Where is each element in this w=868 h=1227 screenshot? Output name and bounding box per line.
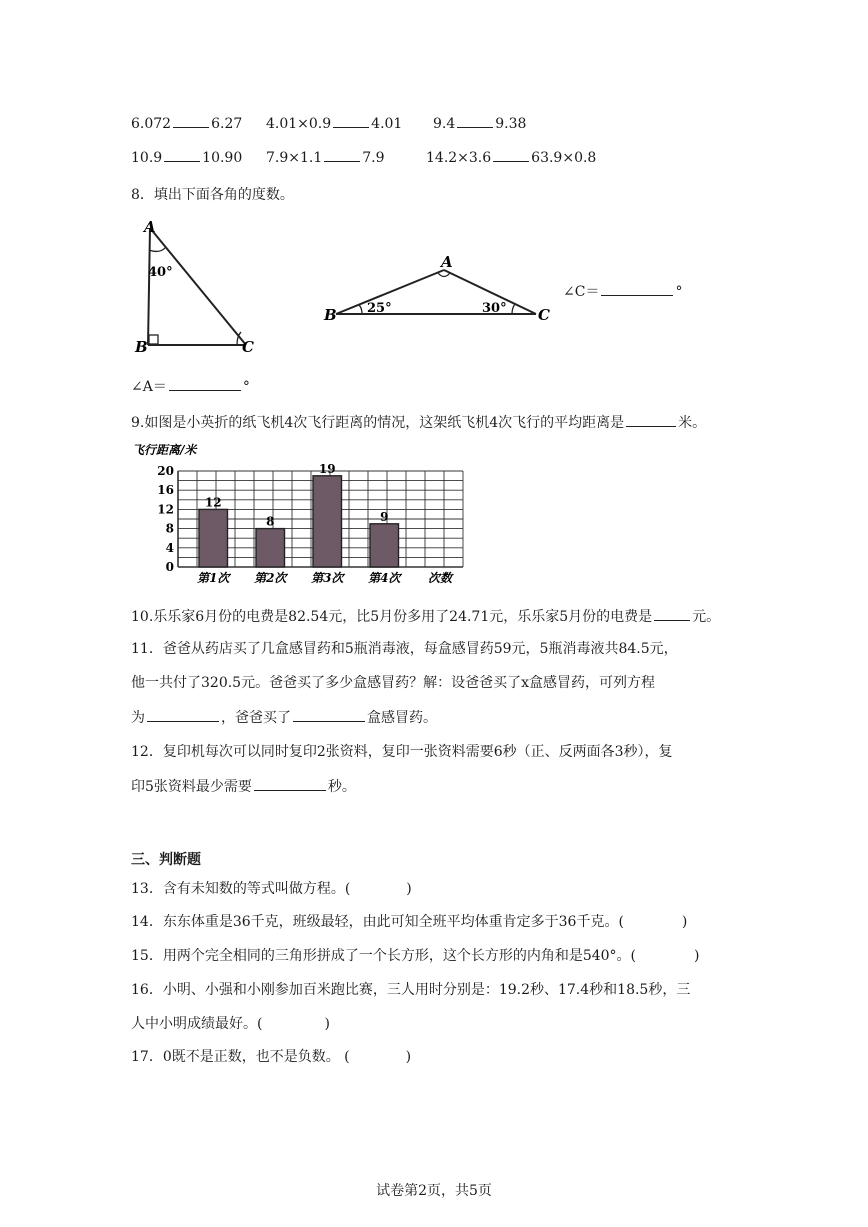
compare-item bbox=[426, 150, 596, 166]
question-8: 8．填出下面各角的度数。 bbox=[131, 187, 294, 203]
bar bbox=[370, 524, 399, 567]
answer-angle-c bbox=[563, 281, 682, 301]
answer-blank[interactable] bbox=[169, 389, 241, 391]
bar bbox=[256, 529, 285, 567]
answer-angle-a bbox=[131, 376, 250, 396]
question-16-line-2 bbox=[131, 1013, 330, 1033]
compare-item bbox=[131, 116, 242, 132]
bar bbox=[313, 476, 342, 567]
answer-blank[interactable] bbox=[254, 789, 326, 791]
compare-right: 7.9 bbox=[362, 150, 385, 166]
x-axis-label: 次数 bbox=[428, 571, 453, 585]
triangle-figure-2 bbox=[322, 250, 562, 330]
question-9 bbox=[131, 412, 706, 432]
vertex-label-a: A bbox=[144, 218, 156, 236]
triangle-figure-1 bbox=[130, 218, 270, 358]
chart-bars bbox=[199, 476, 399, 567]
question-text: 14．东东体重是36千克，班级最轻，由此可知全班平均体重肯定多于36千克。( bbox=[131, 914, 624, 930]
answer-blank[interactable] bbox=[493, 160, 529, 162]
compare-right: 9.38 bbox=[495, 116, 527, 132]
compare-item bbox=[433, 116, 526, 132]
question-text: 为 bbox=[131, 710, 145, 726]
x-tick-label: 第2次 bbox=[254, 571, 287, 585]
compare-right: 4.01 bbox=[371, 116, 403, 132]
question-text: 9.如图是小英折的纸飞机4次飞行距离的情况，这架纸飞机4次飞行的平均距离是 bbox=[131, 415, 625, 431]
y-tick-label: 20 bbox=[157, 464, 174, 478]
y-tick-label: 12 bbox=[157, 502, 174, 517]
section-heading: 三、判断题 bbox=[131, 852, 201, 868]
answer-blank[interactable] bbox=[147, 720, 219, 722]
compare-left: 7.9×1.1 bbox=[266, 150, 323, 166]
paren-close: ) bbox=[405, 1049, 412, 1065]
unit: 米。 bbox=[678, 415, 707, 431]
y-tick-label: 16 bbox=[157, 483, 174, 498]
answer-blank[interactable] bbox=[601, 294, 673, 296]
data-label: 9 bbox=[380, 509, 389, 524]
paren-close: ) bbox=[681, 914, 688, 930]
vertex-label-c: C bbox=[538, 306, 550, 324]
answer-blank[interactable] bbox=[654, 619, 690, 621]
x-tick-label: 第4次 bbox=[368, 571, 401, 585]
bar-chart bbox=[130, 440, 470, 590]
question-12-line-2 bbox=[131, 776, 356, 796]
question-text: 15．用两个完全相同的三角形拼成了一个长方形，这个长方形的内角和是540°。( bbox=[131, 948, 636, 964]
angle-label: 25° bbox=[367, 301, 392, 316]
paren-close: ) bbox=[324, 1016, 330, 1032]
y-tick-label: 0 bbox=[165, 560, 174, 574]
question-10 bbox=[131, 606, 720, 626]
compare-item bbox=[266, 116, 402, 132]
question-text: 人中小明成绩最好。( bbox=[131, 1016, 263, 1032]
y-axis-label: 飞行距离/米 bbox=[132, 443, 197, 457]
vertex-label-b: B bbox=[324, 306, 337, 324]
question-12-line-1: 12．复印机每次可以同时复印2张资料，复印一张资料需要6秒（正、反两面各3秒），复 bbox=[131, 744, 673, 760]
answer-label: ∠C＝ bbox=[563, 284, 600, 300]
question-17 bbox=[131, 1046, 411, 1066]
bar bbox=[199, 509, 228, 567]
compare-left: 4.01×0.9 bbox=[266, 116, 332, 132]
answer-blank[interactable] bbox=[173, 126, 209, 128]
question-16-line-1: 16．小明、小强和小刚参加百米跑比赛，三人用时分别是：19.2秒、17.4秒和18.5秒，三 bbox=[131, 982, 691, 998]
question-11-line-1: 11．爸爸从药店买了几盒感冒药和5瓶消毒液，每盒感冒药59元，5瓶消毒液共84.5元， bbox=[131, 641, 678, 657]
answer-blank[interactable] bbox=[293, 720, 365, 722]
y-tick-label: 8 bbox=[165, 521, 174, 536]
answer-label: ∠A＝ bbox=[131, 379, 167, 395]
unit: 元。 bbox=[692, 609, 721, 625]
vertex-label-b: B bbox=[135, 338, 148, 356]
question-text: 17．0既不是正数，也不是负数。 ( bbox=[131, 1049, 350, 1065]
compare-left: 10.9 bbox=[131, 150, 163, 166]
question-text: 10.乐乐家6月份的电费是82.54元，比5月份多用了24.71元，乐乐家5月份的电费是 bbox=[131, 609, 653, 625]
paren-close: ) bbox=[694, 948, 700, 964]
question-text: 盒感冒药。 bbox=[367, 710, 437, 726]
degree-sign: ° bbox=[675, 284, 683, 300]
page-footer: 试卷第2页，共5页 bbox=[376, 1183, 492, 1199]
compare-right: 63.9×0.8 bbox=[531, 150, 597, 166]
question-text: 秒。 bbox=[327, 779, 356, 795]
answer-blank[interactable] bbox=[457, 126, 493, 128]
question-13 bbox=[131, 878, 412, 898]
compare-item bbox=[266, 150, 385, 166]
data-label: 19 bbox=[318, 461, 336, 476]
answer-blank[interactable] bbox=[164, 160, 200, 162]
answer-blank[interactable] bbox=[333, 126, 369, 128]
compare-left: 14.2×3.6 bbox=[426, 150, 492, 166]
x-tick-label: 第1次 bbox=[197, 571, 230, 585]
question-14 bbox=[131, 911, 687, 931]
question-text: 13．含有未知数的等式叫做方程。( bbox=[131, 881, 351, 897]
question-text: 印5张资料最少需要 bbox=[131, 779, 252, 795]
data-label: 12 bbox=[204, 495, 222, 510]
angle-label: 40° bbox=[148, 265, 173, 280]
question-15 bbox=[131, 945, 699, 965]
compare-left: 9.4 bbox=[433, 116, 456, 132]
compare-right: 10.90 bbox=[202, 150, 243, 166]
vertex-label-a: A bbox=[441, 253, 453, 271]
data-label: 8 bbox=[266, 514, 275, 529]
vertex-label-c: C bbox=[242, 338, 254, 356]
compare-item bbox=[131, 150, 242, 166]
answer-blank[interactable] bbox=[324, 160, 360, 162]
degree-sign: ° bbox=[242, 379, 250, 395]
compare-right: 6.27 bbox=[211, 116, 243, 132]
compare-left: 6.072 bbox=[131, 116, 172, 132]
question-11-line-2: 他一共付了320.5元。爸爸买了多少盒感冒药？解：设爸爸买了x盒感冒药，可列方程 bbox=[131, 675, 655, 691]
angle-label: 30° bbox=[482, 301, 507, 316]
y-tick-label: 4 bbox=[165, 540, 174, 555]
paren-close: ) bbox=[406, 881, 412, 897]
answer-blank[interactable] bbox=[626, 425, 676, 427]
x-tick-label: 第3次 bbox=[311, 571, 344, 585]
question-11-line-3 bbox=[131, 707, 437, 727]
question-text: ，爸爸买了 bbox=[221, 710, 291, 726]
